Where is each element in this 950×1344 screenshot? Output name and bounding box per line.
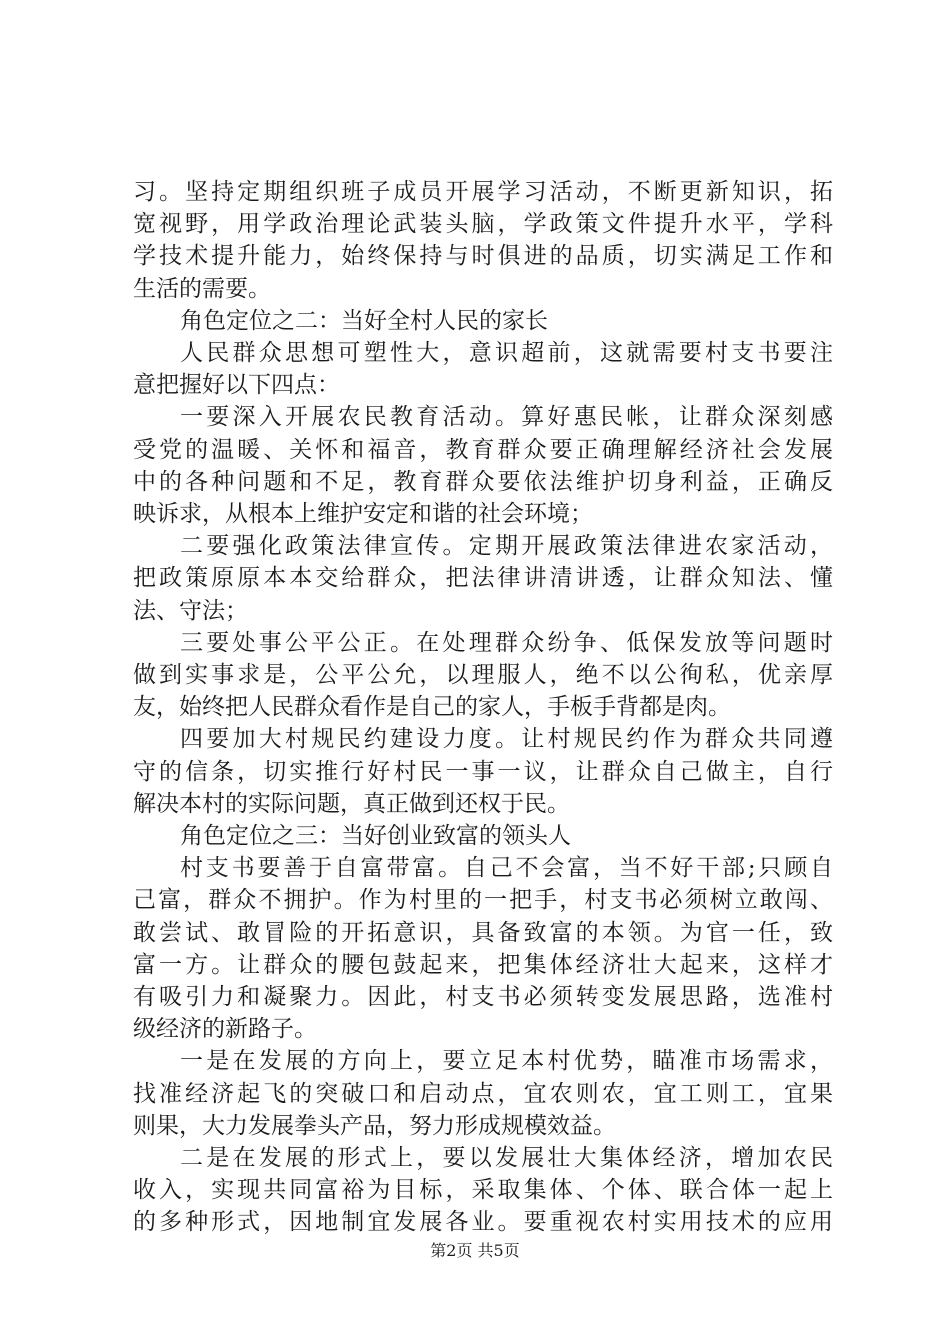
text-line: 人民群众思想可塑性大，意识超前，这就需要村支书要注 [180,340,833,366]
text-line: 收入，实现共同富裕为目标，采取集体、个体、联合体一起上 [133,1177,833,1203]
text-line: 二是在发展的形式上，要以发展壮大集体经济，增加农民 [180,1145,833,1171]
text-line: 受党的温暖、关怀和福音，教育群众要正确理解经济社会发展 [133,437,833,463]
text-line: 做到实事求是，公平公允，以理服人，绝不以公徇私，优亲厚 [133,662,833,688]
text-line: 四要加大村规民约建设力度。让村规民约作为群众共同遵 [180,726,833,752]
text-line: 角色定位之三：当好创业致富的领头人 [180,823,571,849]
text-line: 有吸引力和凝聚力。因此，村支书必须转变发展思路，选准村 [133,984,833,1010]
text-line: 己富，群众不拥护。作为村里的一把手，村支书必须树立敢闯、 [133,887,833,913]
text-line: 角色定位之二：当好全村人民的家长 [180,308,548,334]
text-line: 习。坚持定期组织班子成员开展学习活动，不断更新知识，拓 [133,179,833,205]
text-line: 一是在发展的方向上，要立足本村优势，瞄准市场需求， [180,1048,833,1074]
text-line: 二要强化政策法律宣传。定期开展政策法律进农家活动， [180,533,833,559]
text-line: 友，始终把人民群众看作是自己的家人，手板手背都是肉。 [133,694,731,720]
text-line: 三要处事公平公正。在处理群众纷争、低保发放等问题时 [180,630,833,656]
text-line: 映诉求，从根本上维护安定和谐的社会环境； [133,501,593,527]
text-line: 把政策原原本本交给群众，把法律讲清讲透，让群众知法、懂 [133,565,833,591]
text-line: 守的信条，切实推行好村民一事一议，让群众自己做主，自行 [133,759,833,785]
text-line: 一要深入开展农民教育活动。算好惠民帐，让群众深刻感 [180,404,833,430]
text-line: 学技术提升能力，始终保持与时俱进的品质，切实满足工作和 [133,243,833,269]
text-line: 法、守法； [133,598,248,624]
text-line: 解决本村的实际问题，真正做到还权于民。 [133,791,570,817]
text-line: 村支书要善于自富带富。自己不会富，当不好干部;只顾自 [180,855,833,881]
text-line: 富一方。让群众的腰包鼓起来，把集体经济壮大起来，这样才 [133,952,833,978]
text-line: 找准经济起飞的突破口和启动点，宜农则农，宜工则工，宜果 [133,1081,833,1107]
text-line: 中的各种问题和不足，教育群众要依法维护切身利益，正确反 [133,469,833,495]
text-line: 的多种形式，因地制宜发展各业。要重视农村实用技术的应用 [133,1209,833,1235]
text-line: 敢尝试、敢冒险的开拓意识，具备致富的本领。为官一任，致 [133,920,833,946]
text-line: 宽视野，用学政治理论武装头脑，学政策文件提升水平，学科 [133,211,833,237]
text-line: 级经济的新路子。 [133,1016,317,1042]
text-line: 意把握好以下四点： [133,372,340,398]
page-footer: 第2页 共5页 [430,1241,520,1260]
text-line: 生活的需要。 [133,276,271,302]
text-line: 则果，大力发展拳头产品，努力形成规模效益。 [133,1113,616,1139]
